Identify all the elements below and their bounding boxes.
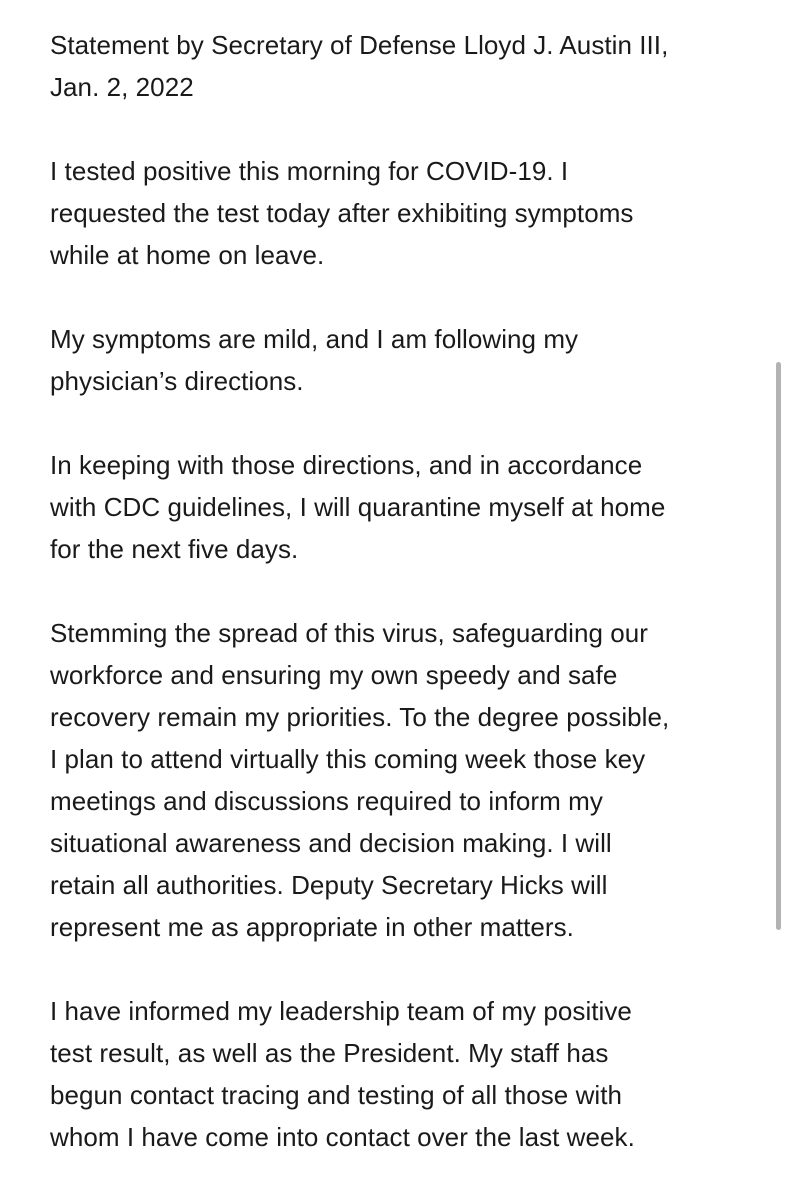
vertical-scrollbar[interactable] bbox=[776, 362, 781, 930]
text-line: for the next five days. bbox=[50, 534, 299, 564]
text-line: physician’s directions. bbox=[50, 366, 304, 396]
text-line: In keeping with those directions, and in accordance bbox=[50, 450, 643, 480]
text-line: I have informed my leadership team of my positive bbox=[50, 996, 632, 1026]
text-line: with CDC guidelines, I will quarantine myself at home bbox=[50, 492, 666, 522]
text-line: begun contact tracing and testing of all those with bbox=[50, 1080, 623, 1110]
paragraph-symptoms bbox=[50, 318, 750, 402]
text-line: My symptoms are mild, and I am following my bbox=[50, 324, 579, 354]
statement-body bbox=[50, 24, 750, 1158]
text-line: while at home on leave. bbox=[50, 240, 325, 270]
text-line: recovery remain my priorities. To the degree possible, bbox=[50, 702, 670, 732]
text-line: requested the test today after exhibiting symptoms bbox=[50, 198, 634, 228]
header-line-title: Statement by Secretary of Defense Lloyd J. Austin III, bbox=[50, 30, 669, 60]
text-line: meetings and discussions required to inform my bbox=[50, 786, 603, 816]
header-line-date: Jan. 2, 2022 bbox=[50, 72, 194, 102]
paragraph-quarantine bbox=[50, 444, 750, 570]
paragraph-contact-tracing bbox=[50, 990, 750, 1158]
text-line: workforce and ensuring my own speedy and safe bbox=[50, 660, 618, 690]
text-line: situational awareness and decision making. I will bbox=[50, 828, 612, 858]
text-line: I plan to attend virtually this coming week those key bbox=[50, 744, 646, 774]
text-line: Stemming the spread of this virus, safeguarding our bbox=[50, 618, 648, 648]
text-line: represent me as appropriate in other matters. bbox=[50, 912, 574, 942]
text-line: retain all authorities. Deputy Secretary Hicks will bbox=[50, 870, 608, 900]
statement-header bbox=[50, 24, 750, 108]
paragraph-test-result bbox=[50, 150, 750, 276]
paragraph-priorities bbox=[50, 612, 750, 948]
text-line: I tested positive this morning for COVID-19. I bbox=[50, 156, 569, 186]
text-line: test result, as well as the President. My staff has bbox=[50, 1038, 609, 1068]
text-line: whom I have come into contact over the last week. bbox=[50, 1122, 635, 1152]
